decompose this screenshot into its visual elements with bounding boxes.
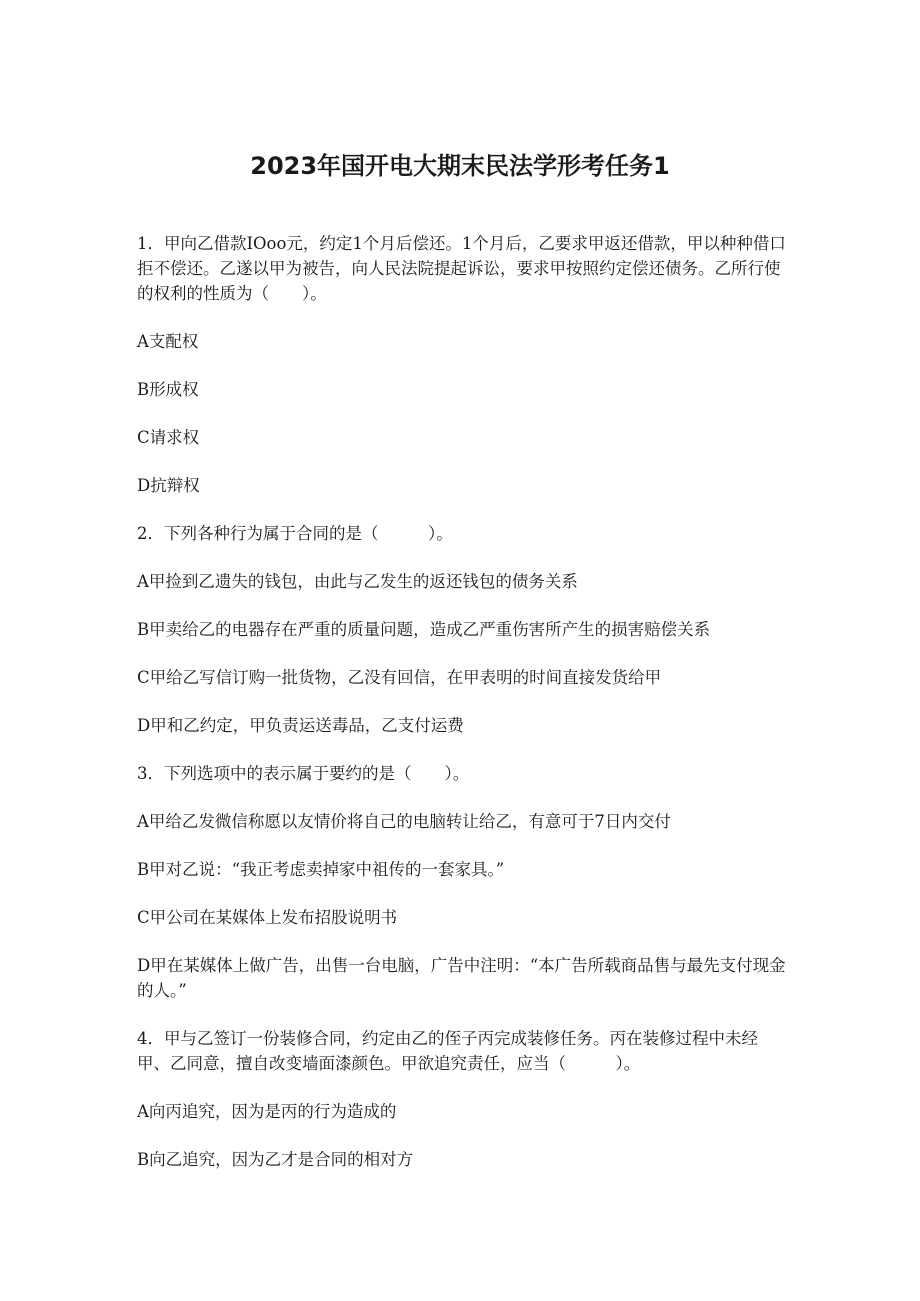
option-a: A甲给乙发微信称愿以友情价将自己的电脑转让给乙，有意可于7日内交付 [137, 812, 671, 831]
option-a: A甲捡到乙遗失的钱包，由此与乙发生的返还钱包的债务关系 [137, 572, 578, 591]
option-b: B形成权 [137, 380, 199, 399]
question-1 [137, 231, 787, 498]
document-title: 2023年国开电大期末民法学形考任务1 [250, 152, 670, 180]
question-2 [137, 521, 787, 738]
option-a: A支配权 [137, 332, 199, 351]
question-3 [137, 761, 787, 1003]
option-b: B甲对乙说：“我正考虑卖掉家中祖传的一套家具。” [137, 860, 505, 879]
question-text: 1．甲向乙借款IOoo元，约定1个月后偿还。1个月后，乙要求甲返还借款，甲以种种借口拒不偿还。乙遂以甲为被告，向人民法院提起诉讼，要求甲按照约定偿还债务。乙所行使的权利的性质为（ ）。 [137, 234, 786, 303]
question-text: 4．甲与乙签订一份装修合同，约定由乙的侄子丙完成装修任务。丙在装修过程中未经甲、乙同意，擅自改变墙面漆颜色。甲欲追究责任，应当（ ）。 [137, 1029, 758, 1073]
option-b: B向乙追究，因为乙才是合同的相对方 [137, 1150, 414, 1169]
option-c: C甲给乙写信订购一批货物，乙没有回信，在甲表明的时间直接发货给甲 [137, 668, 662, 687]
option-d: D抗辩权 [137, 476, 200, 495]
option-b: B甲卖给乙的电器存在严重的质量问题，造成乙严重伤害所产生的损害赔偿关系 [137, 620, 711, 639]
option-a: A向丙追究，因为是丙的行为造成的 [137, 1102, 397, 1121]
option-c: C甲公司在某媒体上发布招股说明书 [137, 908, 398, 927]
question-4 [137, 1026, 787, 1172]
question-text: 2．下列各种行为属于合同的是（ ）。 [137, 524, 453, 543]
question-text: 3．下列选项中的表示属于要约的是（ ）。 [137, 764, 470, 783]
option-c: C请求权 [137, 428, 200, 447]
option-d: D甲在某媒体上做广告，出售一台电脑，广告中注明：“本广告所载商品售与最先支付现金的人。” [137, 956, 786, 1000]
question-list [137, 231, 787, 1195]
option-d: D甲和乙约定，甲负责运送毒品，乙支付运费 [137, 716, 464, 735]
